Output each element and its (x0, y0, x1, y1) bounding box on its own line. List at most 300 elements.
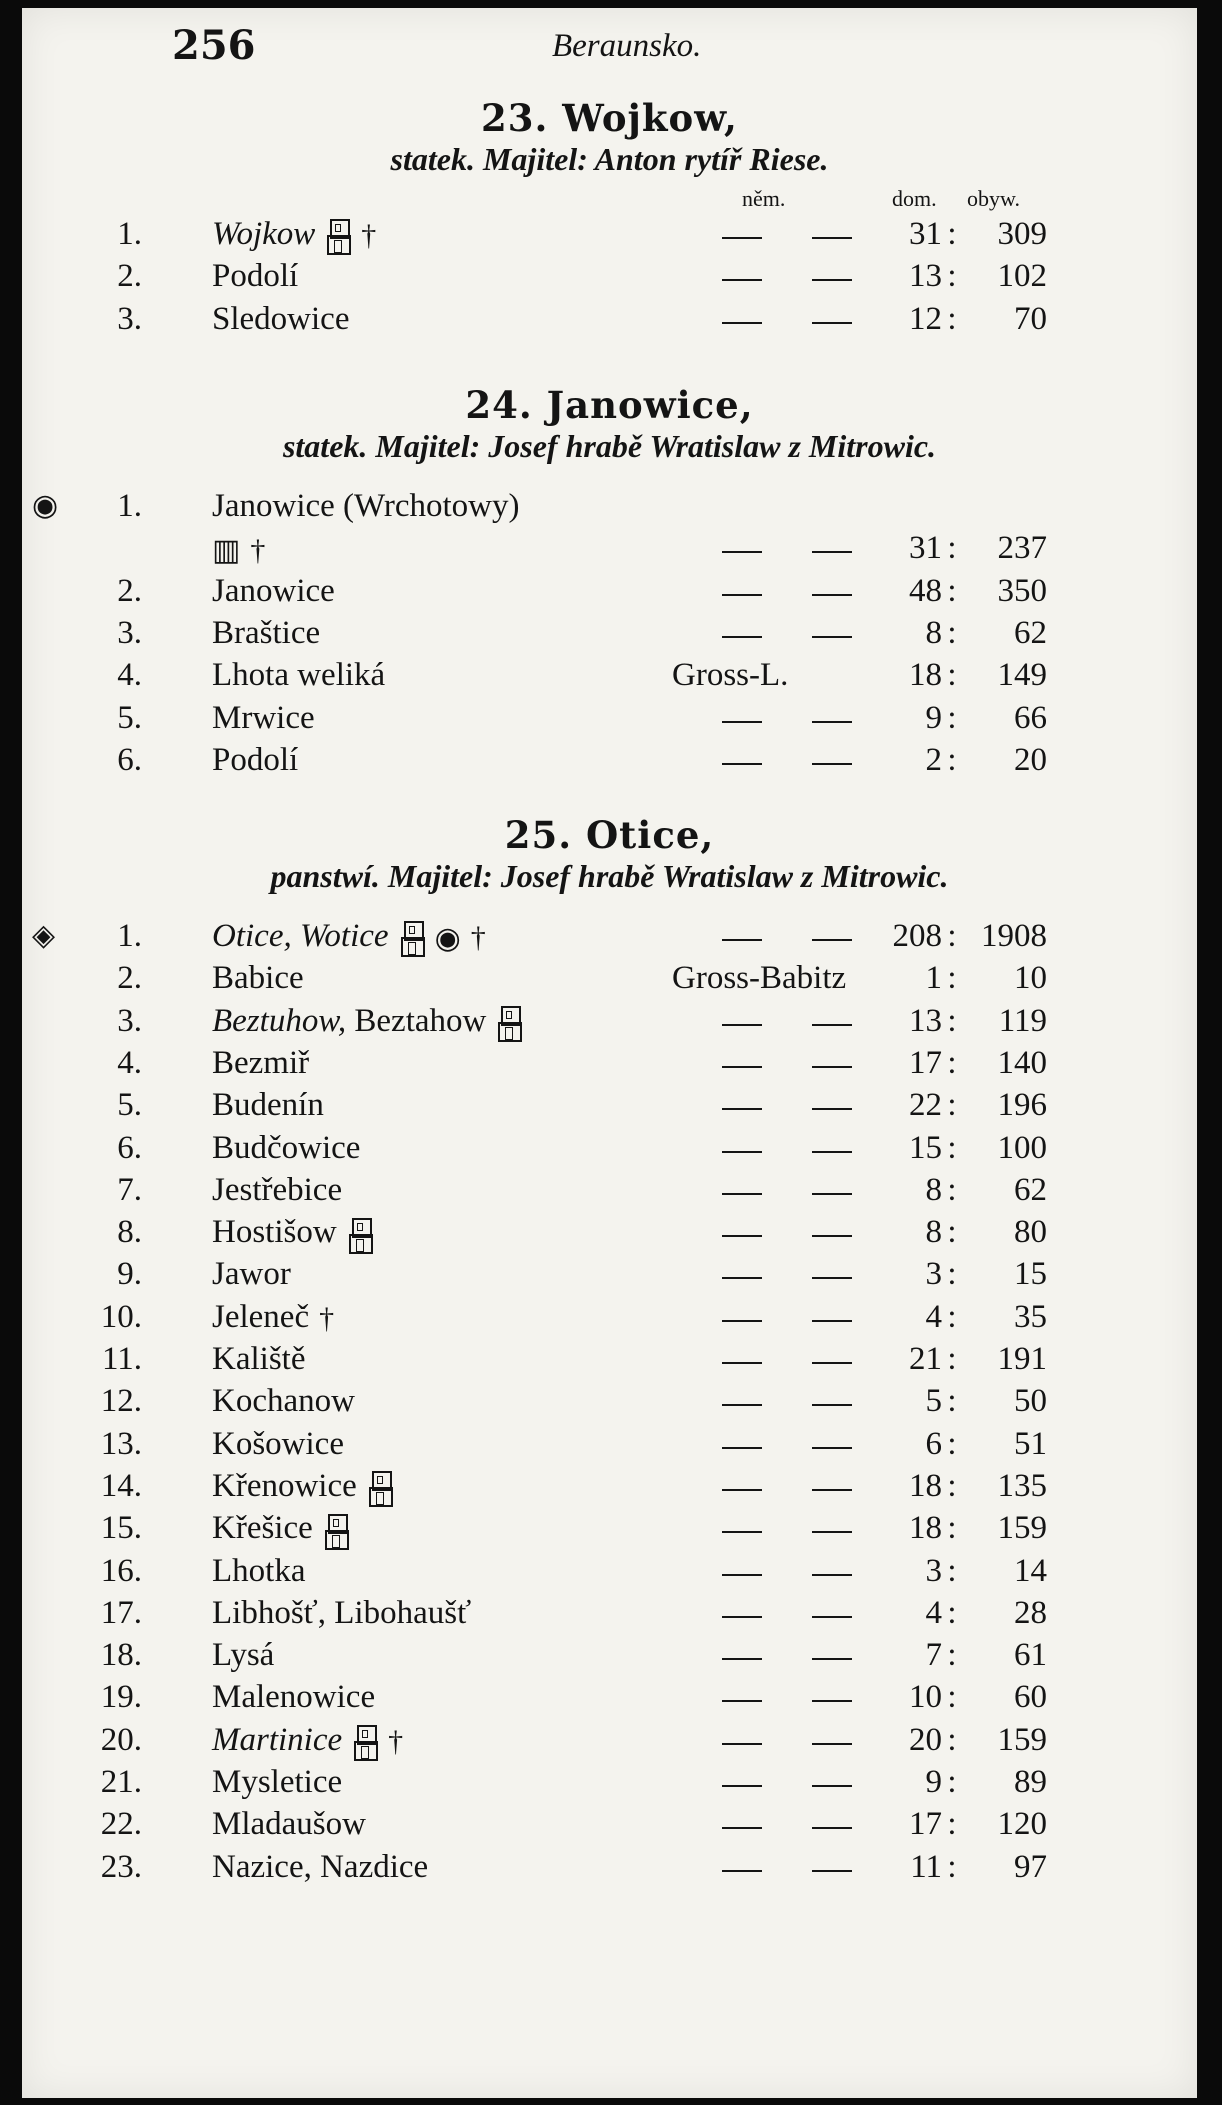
dash-mark (722, 636, 762, 638)
separator: : (947, 1764, 957, 1800)
list-item (22, 1722, 1197, 1764)
column-header-nem: něm. (742, 186, 786, 211)
place-name (212, 1383, 355, 1420)
list-item (22, 1468, 1197, 1510)
house-count: 8 (925, 1214, 942, 1251)
place-name (212, 1637, 274, 1674)
population-count: 14 (1014, 1552, 1047, 1589)
dash-mark (722, 1362, 762, 1364)
place-name-text: Mysletice (212, 1764, 343, 1800)
place-name-text: Bezmiř (212, 1044, 310, 1081)
house-count: 48 (909, 572, 942, 609)
place-name-text: Jawor (212, 1256, 291, 1293)
place-name-text: Podolí (212, 258, 299, 295)
dash-mark (812, 1066, 852, 1068)
list-item (22, 1341, 1197, 1383)
item-number: 4. (117, 657, 142, 694)
house-count: 12 (909, 300, 942, 337)
house-count: 2 (925, 741, 942, 778)
house-count: 4 (925, 1594, 942, 1631)
manor-icon: ▥ (212, 534, 241, 568)
population-count: 62 (1014, 1171, 1047, 1208)
column-header-obyv: obyw. (967, 186, 1020, 211)
list-item (22, 1003, 1197, 1045)
german-name: Gross-Babitz (672, 960, 847, 997)
list-item (22, 960, 1197, 1002)
item-number: 1. (117, 488, 142, 524)
list-item (22, 918, 1197, 960)
dash-mark (722, 1658, 762, 1660)
book-page (22, 8, 1197, 2098)
house-count: 18 (909, 1467, 942, 1504)
column-header-dom: dom. (892, 186, 937, 211)
separator: : (947, 1806, 957, 1843)
place-name (212, 301, 349, 338)
house-count: 6 (925, 1425, 942, 1462)
place-name (212, 1849, 428, 1886)
dash-mark (722, 1277, 762, 1279)
dash-mark (722, 1743, 762, 1745)
dash-mark (812, 1531, 852, 1533)
population-count: 102 (997, 258, 1047, 295)
population-count: 62 (1014, 614, 1047, 651)
population-count: 51 (1014, 1425, 1047, 1462)
place-name (212, 573, 335, 610)
castle-icon (401, 919, 425, 957)
place-name (212, 1679, 375, 1716)
dash-mark (812, 1658, 852, 1660)
house-count: 13 (909, 258, 942, 295)
population-count: 350 (997, 572, 1047, 609)
separator: : (947, 1171, 957, 1208)
house-count: 1 (925, 960, 942, 997)
castle-icon (349, 1216, 373, 1254)
population-count: 50 (1014, 1383, 1047, 1420)
population-count: 70 (1014, 300, 1047, 337)
cross-icon: † (250, 533, 266, 567)
cross-icon: † (388, 1725, 404, 1759)
item-number: 9. (117, 1256, 142, 1293)
diamond-marker-icon: ◈ (32, 919, 56, 952)
item-number: 17. (100, 1594, 142, 1631)
separator: : (947, 1848, 957, 1885)
place-name (212, 1510, 349, 1549)
dash-mark (812, 237, 852, 239)
population-count: 80 (1014, 1214, 1047, 1251)
dash-mark (812, 1362, 852, 1364)
place-name (212, 960, 304, 997)
separator: : (947, 699, 957, 736)
place-name-text: Hostišow (212, 1214, 337, 1251)
list-item (22, 216, 1197, 258)
section-title: 25. Otice, (504, 813, 715, 857)
place-name (212, 615, 320, 652)
target-icon: ◉ (434, 921, 461, 955)
place-name (212, 1341, 305, 1378)
place-icons (202, 530, 265, 568)
castle-icon (369, 1469, 393, 1507)
item-number: 3. (117, 300, 142, 337)
item-number: 6. (117, 741, 142, 778)
cross-icon: † (361, 219, 377, 253)
place-name (212, 1722, 403, 1761)
place-name-text: Budčowice (212, 1129, 361, 1166)
section-subtitle: statek. Majitel: Anton rytíř Riese. (390, 141, 829, 177)
separator: : (947, 1721, 957, 1758)
place-name-text: Sledowice (212, 300, 350, 337)
place-name-text: Kaliště (212, 1341, 306, 1377)
list-item (22, 1849, 1197, 1891)
section-title: 23. Wojkow, (481, 96, 738, 140)
list-item (22, 488, 1197, 530)
place-name (212, 918, 486, 957)
list-item (22, 1256, 1197, 1298)
population-count: 89 (1014, 1764, 1047, 1800)
list-item (22, 1553, 1197, 1595)
separator: : (947, 1044, 957, 1081)
separator: : (947, 258, 957, 295)
house-count: 20 (909, 1721, 942, 1758)
place-name-text: Kochanow (212, 1383, 355, 1420)
place-name (212, 258, 298, 295)
dash-mark (812, 1277, 852, 1279)
place-name (212, 1553, 305, 1590)
house-count: 8 (925, 1171, 942, 1208)
population-count: 159 (997, 1721, 1047, 1758)
dash-mark (722, 1785, 762, 1787)
item-number: 3. (117, 1002, 142, 1039)
separator: : (947, 1214, 957, 1251)
separator: : (947, 960, 957, 997)
place-name-text: Mrwice (212, 699, 315, 736)
place-name-text: Mladaušow (212, 1806, 366, 1843)
cross-icon: † (470, 921, 486, 955)
house-count: 10 (909, 1679, 942, 1716)
dash-mark (722, 1024, 762, 1026)
list-item (22, 1214, 1197, 1256)
house-count: 22 (909, 1087, 942, 1124)
castle-icon (327, 217, 351, 255)
house-count: 3 (925, 1256, 942, 1293)
item-number: 23. (100, 1848, 142, 1885)
place-name (212, 1172, 342, 1209)
item-number: 5. (117, 699, 142, 736)
population-count: 66 (1014, 699, 1047, 736)
list-item (22, 1764, 1197, 1806)
place-name (212, 657, 385, 694)
population-count: 61 (1014, 1637, 1047, 1674)
item-number: 2. (117, 960, 142, 997)
house-count: 18 (909, 1510, 942, 1547)
dash-mark (812, 1320, 852, 1322)
population-count: 15 (1014, 1256, 1047, 1293)
house-count: 9 (925, 1764, 942, 1800)
house-count: 4 (925, 1298, 942, 1335)
item-number: 4. (117, 1044, 142, 1081)
place-name-text: Lysá (212, 1637, 275, 1674)
population-count: 28 (1014, 1594, 1047, 1631)
list-item (22, 258, 1197, 300)
item-number: 3. (117, 614, 142, 651)
place-name-text: Košowice (212, 1425, 344, 1462)
place-name-text: Lhotka (212, 1552, 306, 1589)
separator: : (947, 1002, 957, 1039)
castle-icon (498, 1004, 522, 1042)
place-name (212, 1426, 344, 1463)
item-number: 11. (101, 1341, 142, 1377)
list-item (22, 301, 1197, 343)
house-count: 31 (909, 216, 942, 252)
dash-mark (722, 279, 762, 281)
dash-mark (722, 1489, 762, 1491)
population-count: 135 (997, 1467, 1047, 1504)
place-name (212, 1087, 324, 1124)
place-name (212, 216, 376, 255)
running-head: Beraunsko. (552, 28, 702, 64)
place-name (212, 1764, 342, 1801)
place-name (212, 1214, 373, 1253)
separator: : (947, 300, 957, 337)
place-name-text: Podolí (212, 741, 299, 778)
separator: : (947, 1383, 957, 1420)
dash-mark (812, 1616, 852, 1618)
place-name-rest: Beztahow (346, 1002, 487, 1039)
item-number: 10. (100, 1298, 142, 1335)
dash-mark (722, 1235, 762, 1237)
dash-mark (812, 1024, 852, 1026)
population-count: 159 (997, 1510, 1047, 1547)
list-item-continuation (22, 530, 1197, 572)
separator: : (947, 216, 957, 252)
place-name-text: Lhota weliká (212, 657, 386, 694)
dash-mark (722, 1870, 762, 1872)
separator: : (947, 1594, 957, 1631)
castle-icon (354, 1723, 378, 1761)
dash-mark (812, 763, 852, 765)
population-count: 196 (997, 1087, 1047, 1124)
item-number: 7. (117, 1171, 142, 1208)
separator: : (947, 741, 957, 778)
item-number: 20. (100, 1721, 142, 1758)
house-count: 11 (910, 1848, 942, 1885)
list-item (22, 700, 1197, 742)
list-item (22, 1595, 1197, 1637)
separator: : (947, 530, 957, 567)
item-number: 8. (117, 1214, 142, 1251)
population-count: 60 (1014, 1679, 1047, 1716)
german-name: Gross-L. (672, 657, 789, 694)
separator: : (947, 1467, 957, 1504)
item-number: 2. (117, 572, 142, 609)
place-name (212, 700, 315, 737)
item-number: 15. (100, 1510, 142, 1547)
dash-mark (812, 1489, 852, 1491)
list-item (22, 1510, 1197, 1552)
dash-mark (722, 551, 762, 553)
dash-mark (812, 1404, 852, 1406)
place-name-text: Otice, Wotice (212, 918, 389, 954)
place-name (212, 1130, 360, 1167)
item-number: 12. (100, 1383, 142, 1420)
house-count: 18 (909, 657, 942, 694)
list-item (22, 615, 1197, 657)
separator: : (947, 1637, 957, 1674)
place-name-text: Malenowice (212, 1679, 376, 1716)
list-item (22, 1087, 1197, 1129)
population-count: 120 (997, 1806, 1047, 1843)
item-number: 16. (100, 1552, 142, 1589)
dash-mark (812, 1700, 852, 1702)
list-item (22, 1299, 1197, 1341)
place-name-text: Martinice (212, 1721, 343, 1758)
item-number: 1. (117, 216, 142, 252)
dash-mark (812, 594, 852, 596)
house-count: 17 (909, 1806, 942, 1843)
dash-mark (722, 763, 762, 765)
separator: : (947, 1298, 957, 1335)
population-count: 20 (1014, 741, 1047, 778)
house-count: 7 (925, 1637, 942, 1674)
list-item (22, 1637, 1197, 1679)
separator: : (947, 572, 957, 609)
list-item (22, 1045, 1197, 1087)
place-name-text: Libhošť, Libohaušť (212, 1594, 472, 1631)
population-count: 149 (997, 657, 1047, 694)
place-name-text: Křenowice (212, 1467, 357, 1504)
dash-mark (722, 1827, 762, 1829)
population-count: 237 (997, 530, 1047, 567)
place-name (212, 1595, 471, 1632)
place-name-text: Janowice (212, 572, 335, 609)
dash-mark (812, 1827, 852, 1829)
house-count: 5 (925, 1383, 942, 1420)
place-name-text: Wojkow (212, 216, 316, 252)
place-name (212, 742, 298, 779)
dash-mark (722, 1320, 762, 1322)
dash-mark (812, 1235, 852, 1237)
item-number: 22. (100, 1806, 142, 1843)
place-name (212, 1256, 291, 1293)
item-number: 1. (117, 918, 142, 954)
place-name (212, 1468, 393, 1507)
item-number: 13. (100, 1425, 142, 1462)
item-number: 2. (117, 258, 142, 295)
dash-mark (722, 1574, 762, 1576)
list-item (22, 573, 1197, 615)
dash-mark (722, 721, 762, 723)
separator: : (947, 1510, 957, 1547)
house-count: 208 (892, 918, 942, 954)
section-title: 24. Janowice, (465, 383, 754, 427)
list-item (22, 1383, 1197, 1425)
dash-mark (722, 1151, 762, 1153)
dash-mark (812, 636, 852, 638)
house-count: 15 (909, 1129, 942, 1166)
dash-mark (722, 1700, 762, 1702)
separator: : (947, 918, 957, 954)
place-name (212, 1806, 366, 1843)
item-number: 14. (100, 1467, 142, 1504)
place-name-text: Budenín (212, 1087, 324, 1124)
item-number: 6. (117, 1129, 142, 1166)
dash-mark (812, 1447, 852, 1449)
population-count: 119 (998, 1002, 1047, 1039)
population-count: 100 (997, 1129, 1047, 1166)
page-number: 256 (172, 22, 256, 69)
dash-mark (722, 594, 762, 596)
dash-mark (722, 1447, 762, 1449)
separator: : (947, 1129, 957, 1166)
house-count: 8 (925, 614, 942, 651)
cross-icon: † (319, 1302, 335, 1336)
place-name (212, 1003, 522, 1042)
place-name (212, 1045, 309, 1082)
place-name-italic: Beztuhow, (212, 1002, 347, 1039)
item-number: 21. (100, 1764, 142, 1800)
separator: : (947, 1425, 957, 1462)
population-count: 35 (1014, 1298, 1047, 1335)
place-name: Janowice (Wrchotowy) (212, 488, 520, 524)
house-count: 13 (909, 1002, 942, 1039)
separator: : (947, 1552, 957, 1589)
separator: : (947, 1679, 957, 1716)
dash-mark (812, 1193, 852, 1195)
population-count: 10 (1014, 960, 1047, 997)
dash-mark (722, 322, 762, 324)
place-name-text: Křešice (212, 1510, 313, 1547)
list-item (22, 1806, 1197, 1848)
item-number: 5. (117, 1087, 142, 1124)
dash-mark (812, 1108, 852, 1110)
place-name (212, 1299, 334, 1336)
house-count: 3 (925, 1552, 942, 1589)
house-count: 31 (909, 530, 942, 567)
separator: : (947, 614, 957, 651)
dash-mark (722, 939, 762, 941)
castle-icon (325, 1512, 349, 1550)
place-name-text: Babice (212, 960, 304, 997)
population-count: 1908 (981, 918, 1047, 954)
place-name-text: Braštice (212, 614, 321, 651)
population-count: 97 (1014, 1848, 1047, 1885)
list-item (22, 657, 1197, 699)
dash-mark (722, 1404, 762, 1406)
dash-mark (812, 551, 852, 553)
separator: : (947, 1256, 957, 1293)
dash-mark (812, 1785, 852, 1787)
dash-mark (812, 1574, 852, 1576)
dash-mark (722, 1108, 762, 1110)
dash-mark (812, 1743, 852, 1745)
item-number: 18. (100, 1637, 142, 1674)
dash-mark (812, 939, 852, 941)
list-item (22, 1679, 1197, 1721)
house-count: 9 (925, 699, 942, 736)
population-count: 140 (997, 1044, 1047, 1081)
list-item (22, 742, 1197, 784)
section-subtitle: panstwí. Majitel: Josef hrabě Wratislaw z Mitrowic. (270, 858, 949, 894)
population-count: 191 (997, 1341, 1047, 1377)
place-name-text: Jeleneč (212, 1298, 310, 1335)
list-item (22, 1426, 1197, 1468)
separator: : (947, 657, 957, 694)
list-item (22, 1130, 1197, 1172)
dash-mark (812, 279, 852, 281)
dash-mark (722, 1066, 762, 1068)
section-subtitle: statek. Majitel: Josef hrabě Wratislaw z Mitrowic. (282, 428, 937, 464)
population-count: 309 (997, 216, 1047, 252)
dash-mark (812, 1151, 852, 1153)
